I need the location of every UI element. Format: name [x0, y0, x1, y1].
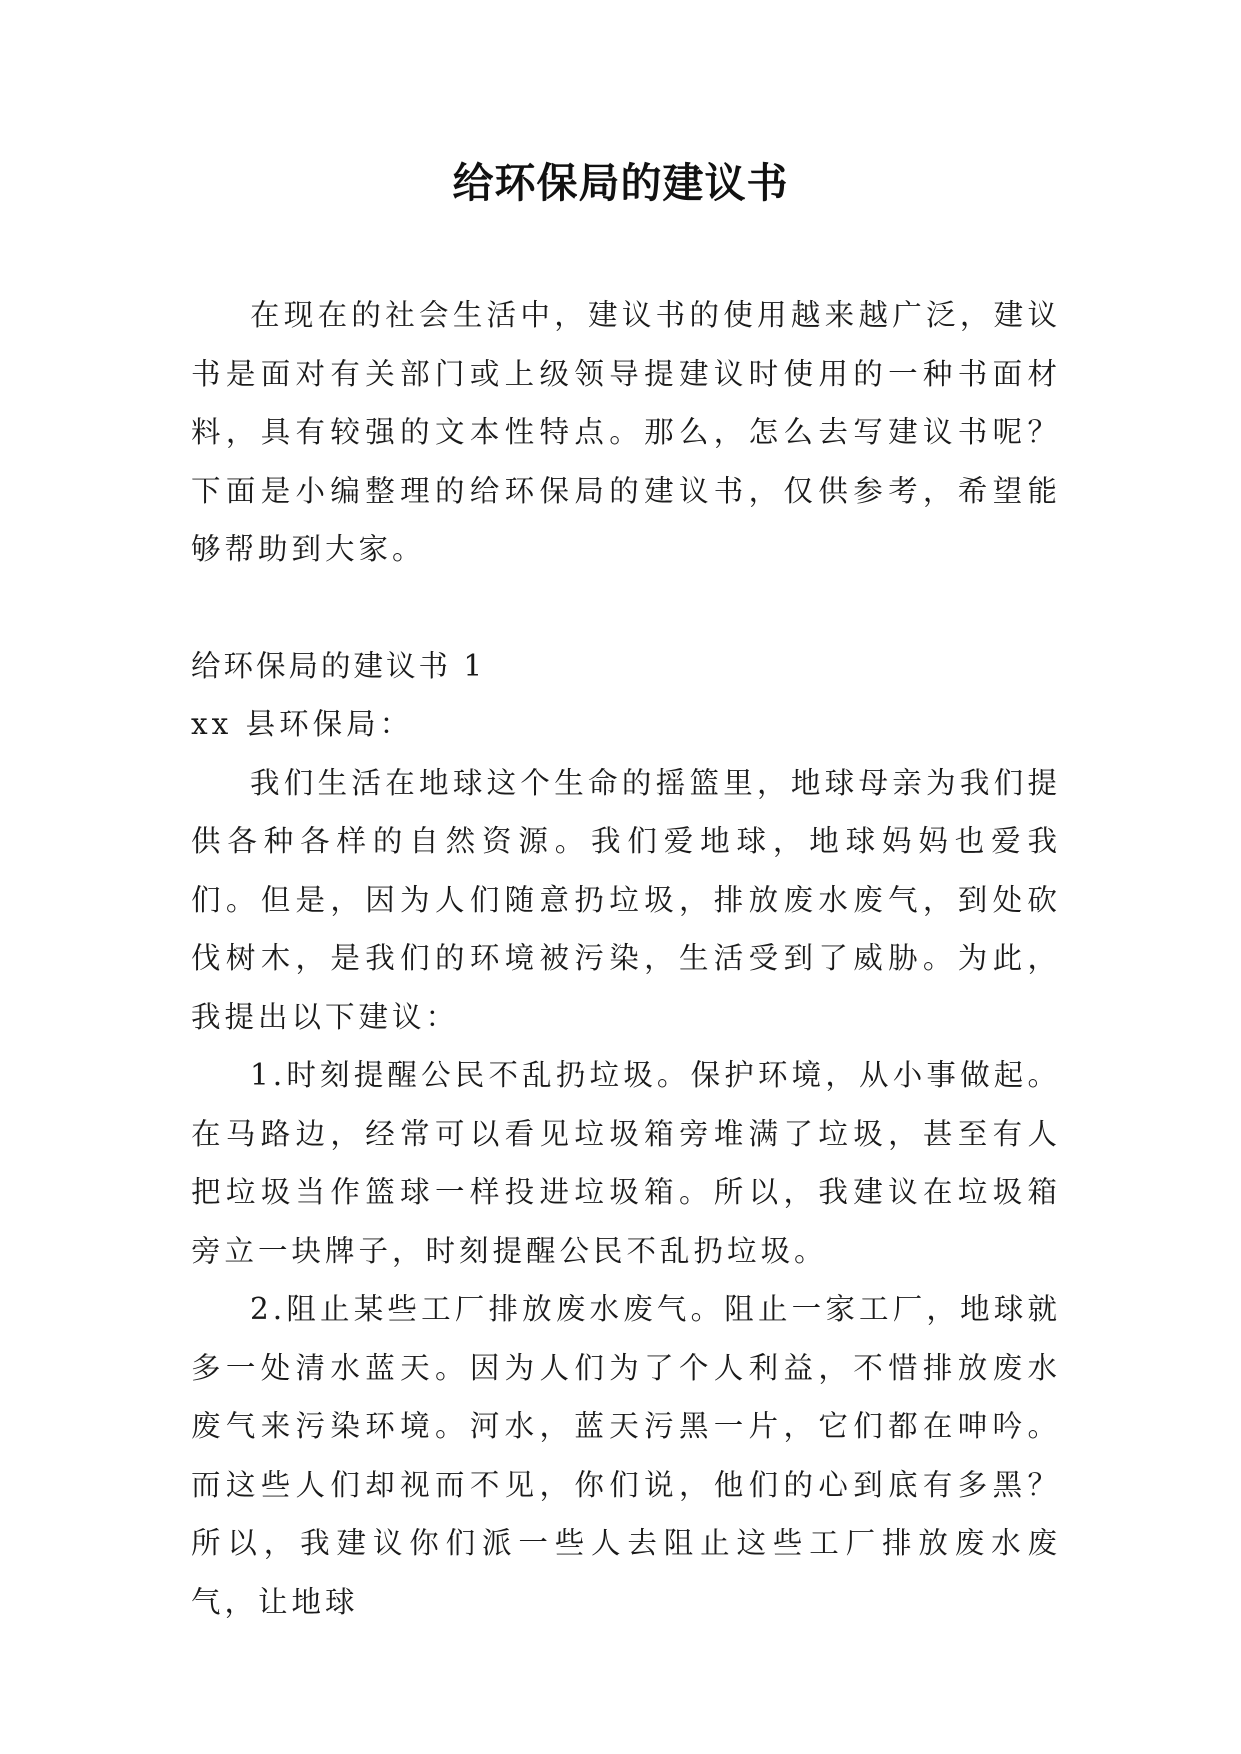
document-body	[191, 286, 1061, 1631]
body-paragraph-1: 我们生活在地球这个生命的摇篮里，地球母亲为我们提供各种各样的自然资源。我们爱地球，地球妈妈也爱我们。但是，因为人们随意扔垃圾，排放废水废气，到处砍伐树木，是我们的环境被污染，生活受到了威胁。为此，我提出以下建议：	[191, 765, 1061, 1034]
document-title: 给环保局的建议书	[452, 159, 789, 207]
section-heading: 给环保局的建议书 1	[191, 648, 486, 683]
salutation: xx 县环保局：	[191, 707, 414, 741]
suggestion-point-1: 1.时刻提醒公民不乱扔垃圾。保护环境，从小事做起。在马路边，经常可以看见垃圾箱旁堆满了垃圾，甚至有人把垃圾当作篮球一样投进垃圾箱。所以，我建议在垃圾箱旁立一块牌子，时刻提醒公民不乱扔垃圾。	[191, 1058, 1061, 1268]
paragraph-spacer	[191, 579, 1061, 637]
intro-paragraph: 在现在的社会生活中，建议书的使用越来越广泛，建议书是面对有关部门或上级领导提建议时使用的一种书面材料，具有较强的文本性特点。那么，怎么去写建议书呢？下面是小编整理的给环保局的建议书，仅供参考，希望能够帮助到大家。	[191, 298, 1061, 566]
suggestion-point-2: 2.阻止某些工厂排放废水废气。阻止一家工厂，地球就多一处清水蓝天。因为人们为了个人利益，不惜排放废水废气来污染环境。河水，蓝天污黑一片，它们都在呻吟。而这些人们却视而不见，你们说，他们的心到底有多黑？所以，我建议你们派一些人去阻止这些工厂排放废水废气，让地球	[191, 1292, 1061, 1619]
